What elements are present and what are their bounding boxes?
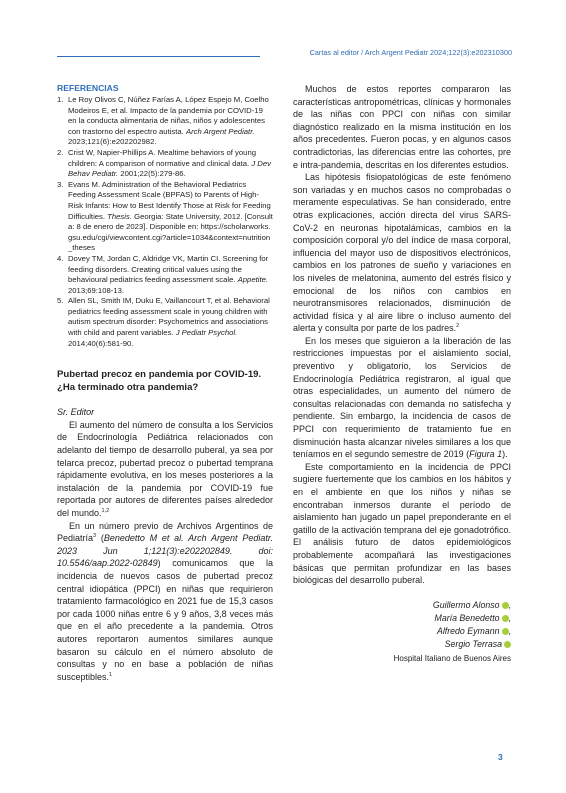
reference-tail: 2013;69:108-13. [68,285,124,295]
citation-superscript: 1 [109,671,113,678]
author-name: Guillermo Alonso [432,599,500,610]
reference-tail: 2001;22(5):279-86. [118,169,186,179]
citation-superscript: 3 [93,533,97,540]
reference-body: Crist W, Napier-Phillips A. Mealtime behaviors of young children: A comparison of normative and clinical data. [68,147,256,168]
reference-text [68,148,273,180]
reference-journal: J Pediatr Psychol. [175,328,238,338]
reference-number: 2. [57,147,64,157]
orcid-icon[interactable] [502,599,511,610]
author-name: Alfredo Eymann [436,625,500,636]
author-separator: , [508,612,511,623]
paragraph-text: ). [502,449,508,460]
body-paragraph [293,171,511,335]
references-heading: REFERENCIAS [57,83,119,93]
body-paragraph [293,461,511,587]
article-title: Pubertad precoz en pandemia por COVID-19. ¿Ha terminado otra pandemia? [57,369,262,394]
body-paragraph [57,520,273,684]
reference-journal: Thesis. [107,211,132,221]
body-paragraph [293,335,511,461]
reference-journal: J Dev Behav Pediatr. [68,158,271,179]
affiliation: Hospital Italiano de Buenos Aires [393,653,511,663]
author-name: Sergio Terrasa [444,638,502,649]
paragraph-text: En los meses que siguieron a la liberación de las restricciones impuestas por el aislamiento social, preventivo y obligatorio, los Servicios de Endocrinología Pediátrica registraron, al igual que otras especialidades, un aumento del número de consultas relacionadas con demanda no satisfecha y pendiente. Sin embargo, la incidencia de casos de PPCI con requerimiento de tratamiento fue en disminución hasta alcanzar niveles similares a los que teníamos en el segundo semestre de 2019 ( [293,335,511,460]
reference-journal: Arch Argent Pediatr. [185,126,255,136]
reference-text [68,296,273,349]
reference-tail: Georgia: State University, 2012. [Consulta: 8 de enero de 2023]. Disponible en: https://scholarworks.gsu.edu/cgi/viewcontent.cgi?article=1034&context=nutrition_theses [68,211,273,253]
reference-journal: Appetite. [237,275,269,285]
reference-tail: 2014;40(6):581-90. [68,338,134,348]
author-line [293,612,511,625]
reference-body: Evans M. Administration of the Behavioral Pediatrics Feeding Assessment Scale (BPFAS) to Parents of High-Risk Infants: How to Best Identify Those at Risk for Feeding Difficulties. [68,179,271,221]
reference-item [57,254,273,296]
paragraph-text: Este comportamiento en la incidencia de PPCI sugiere fuertemente que los cambios en los hábitos y en el ambiente en que los niños y niñas se encontraban inmersos durante el período de aislamiento han jugado un papel preponderante en el gatillo de la activación temprana del eje gonadotrófico. El análisis futuro de datos epidemiológicos probablemente acompañará las investigaciones básicas que permitan profundizar en las bases biológicas del desarrollo puberal. [293,461,511,586]
paragraph-text: Las hipótesis fisiopatológicas de este fenómeno son variadas y en muchos casos no comprobadas o meramente especulativas. Se han considerado, entre otras explicaciones, acción directa del virus SARS-CoV-2 en neuronas hipotalámicas, cambios en la composición corporal y/o del índice de masa corporal, influencia del mayor uso de dispositivos electrónicos, cambios en los patrones de sueño y variaciones en los niveles de melatonina, aumento del estrés físico y emocional de los niños con cambios en neurotransmisores relacionados, disminución de actividad física y al aire libre o incluso aumento del alerta y consulta por parte de los padres. [293,172,511,334]
body-paragraph [57,419,273,520]
left-column [57,83,273,683]
author-line [293,638,511,651]
orcid-icon[interactable] [504,641,511,648]
reference-number: 3. [57,179,64,189]
citation-superscript: 2 [456,323,460,330]
reference-number: 5. [57,296,64,306]
salutation: Sr. Editor [57,406,95,417]
right-column [293,83,511,665]
paragraph-text: Muchos de estos reportes compararon las características antropométricas, clínicas y hormonales de las niñas con PPCI con niñas con similar diagnóstico realizado en la misma institución en los años precedentes. Fueron pocas, y en algunos casos contradictorias, las diferencias entre las cohortes, pre e intra-pandemia, descritas en los diferentes estudios. [293,84,511,170]
paragraph-text: ) comunicamos que la incidencia de nuevos casos de pubertad precoz central idiopática (PPCI) en niñas que requirieron tratamiento farmacológico en 2021 fue de 15,3 casos por cada 1000 niñas entre 6 y 9 años, 3,8 veces más que en el año precedente a la pandemia. Otros autores reportaron aumentos similares aunque basaron su cálculo en el número absoluto de consultas y no en base a población de niñas susceptibles. [57,558,273,682]
reference-body: Le Roy Olivos C, Núñez Farías A, López Espejo M, Coelho Modeiros E, et al. Impacto de la pandemia por COVID-19 en la conducta alimentaria de niñas, niños y adolescentes con trastorno del espectro autista. [68,95,269,136]
citation-superscript: 1,2 [101,508,110,514]
reference-item [57,296,273,349]
reference-item [57,95,273,148]
author-line [293,599,511,612]
reference-body: Allen SL, Smith IM, Duku E, Vaillancourt T, et al. Behavioral pediatrics feeding assessment scale in young children with autism spectrum disorder: Psychometrics and associations with child and parent variables. [68,296,270,338]
running-head: Cartas al editor / Arch Argent Pediatr 2024;122(3):e202310300 [309,48,512,57]
reference-text [68,254,273,296]
reference-number: 1. [57,95,64,104]
reference-text [68,95,273,148]
author-line [293,625,511,638]
reference-item [57,148,273,180]
paragraph-text: ( [96,533,104,544]
reference-number: 4. [57,253,64,263]
inline-citation: Benedetto M et al. Arch Argent Pediatr. 2023 Jun 1;121(3):e202202849. doi: 10.5546/aap.2022-02849 [57,533,273,569]
figure-reference: Figura 1 [469,449,503,460]
orcid-icon[interactable] [502,612,511,623]
references-list [57,95,273,349]
paragraph-text: En un número previo de Archivos Argentinos de Pediatría [57,520,273,544]
body-paragraph [293,83,511,171]
author-separator: , [508,625,511,636]
page-number: 3 [498,752,503,762]
paragraph-text: El aumento del número de consulta a los Servicios de Endocrinología Pediátrica relacionados con adelanto del tiempo de desarrollo puberal, ya sea por telarca precoz, pubertad precoz o pubertad temprana rápidamente evolutiva, en los meses posteriores a la instalación de la pandemia por COVID-19 fue reportada por autores de diferentes países alrededor del mundo. [57,419,273,518]
author-name: María Benedetto [434,612,500,623]
author-separator: , [508,599,511,610]
signature-block [293,599,511,665]
reference-item [57,180,273,254]
reference-tail: 2023;121(6):e202202982. [68,137,157,147]
reference-body: Dovey TM, Jordan C, Aldridge VK, Martin CI. Screening for feeding disorders. Creating critical values using the behavioural pediatrics feeding assessment scale. [68,253,269,285]
header-rule [57,56,260,57]
reference-text [68,180,273,254]
orcid-icon[interactable] [502,625,511,636]
